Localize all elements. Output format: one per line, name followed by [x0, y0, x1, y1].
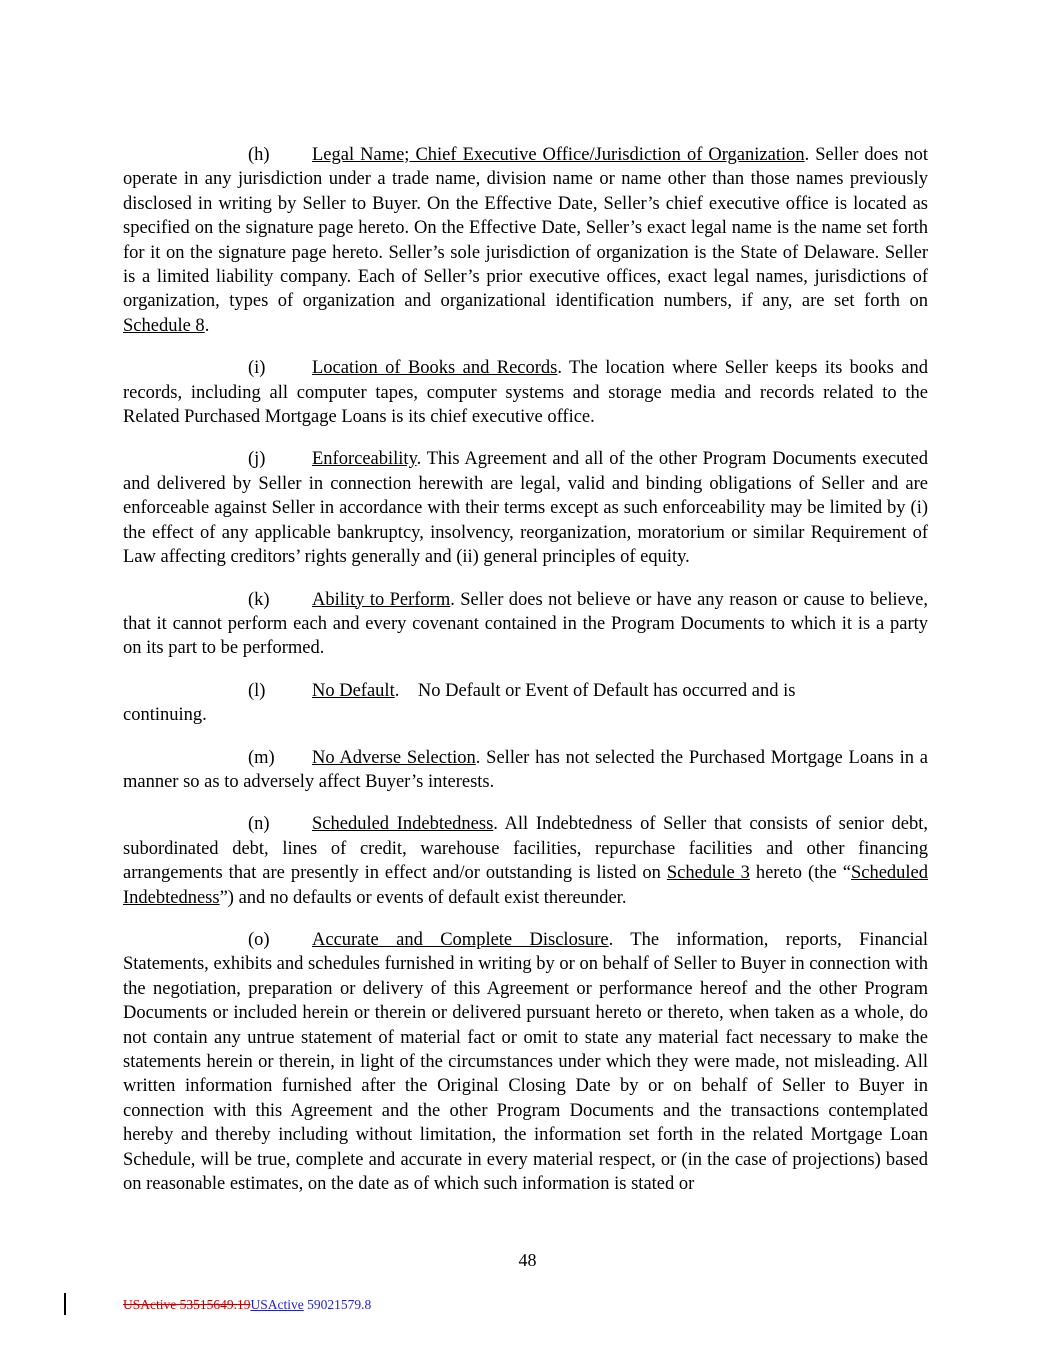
paragraph — [123, 447, 928, 569]
underlined-reference: Scheduled Indebtedness — [123, 863, 928, 908]
paragraph-label: (m) — [248, 747, 275, 768]
paragraph — [123, 746, 928, 795]
paragraph-heading: No Adverse Selection — [312, 747, 476, 768]
body-text: . — [204, 315, 210, 336]
paragraph-heading: Ability to Perform — [312, 589, 451, 610]
footer-plain-text: 59021579.8 — [303, 1297, 372, 1312]
paragraph — [123, 588, 928, 661]
underlined-reference: Schedule 8 — [123, 315, 205, 336]
paragraph-heading: Scheduled Indebtedness — [312, 814, 494, 835]
body-text: . The information, reports, Financial Statements, exhibits and schedules furnished in writing by or on behalf of Seller to Buyer in connection with the negotiation, preparation or delivery of this Agreement or performance hereof and the other Program Documents or included herein or therein or delivered pursuant hereto or thereto, when taken as a whole, do not contain any untrue statement of material fact or omit to state any material fact necessary to make the statements herein or therein, in light of the circumstances under which they were made, not misleading. All written information furnished after the Original Closing Date by or on behalf of Seller to Buyer in connection with this Agreement and the other Program Documents and the transactions contemplated hereby and thereby including without limitation, the information set forth in the related Mortgage Loan Schedule, will be true, complete and accurate in every material respect, or (in the case of projections) based on reasonable estimates, on the date as of which such information is stated or — [123, 929, 928, 1195]
body-text: . No Default or Event of Default has occurred and is — [394, 680, 796, 701]
body-text: . All Indebtedness of Seller that consists of senior debt, subordinated debt, lines of credit, warehouse facilities, repurchase facilities and other financing arrangements that are presently in effect and/or outstanding is listed on — [123, 814, 928, 884]
page-number: 48 — [518, 1250, 537, 1270]
paragraph-heading: No Default — [312, 680, 395, 701]
paragraph-label: (o) — [248, 929, 270, 950]
paragraph-heading: Legal Name; Chief Executive Office/Jurisdiction of Organization — [312, 145, 805, 165]
footer — [123, 1297, 371, 1313]
document-body — [123, 143, 928, 1196]
body-text: . Seller does not operate in any jurisdiction under a trade name, division name or name other than those names previously disclosed in writing by Seller to Buyer. On the Effective Date, Seller’s chief executive office is located as specified on the signature page hereto. On the Effective Date, Seller’s exact legal name is the name set forth for it on the signature page hereto. Seller’s sole jurisdiction of organization is the State of Delaware. Seller is a limited liability company. Each of Seller’s prior executive offices, exact legal names, jurisdictions of organization, types of organization and organizational identification numbers, if any, are set forth on — [123, 145, 928, 312]
paragraph-label: (k) — [248, 589, 270, 610]
body-text: . The location where Seller keeps its books and records, including all computer tapes, computer systems and storage media and records related to the Related Purchased Mortgage Loans is its chief executive office. — [123, 358, 928, 428]
paragraph — [123, 356, 928, 429]
body-text: continuing. — [123, 705, 207, 726]
paragraph — [123, 812, 928, 910]
paragraph-label: (i) — [248, 358, 266, 379]
footer-inserted-text: USActive — [250, 1297, 304, 1312]
paragraph-label: (h) — [248, 145, 270, 165]
paragraph-heading: Accurate and Complete Disclosure — [312, 929, 609, 950]
paragraph-label: (l) — [248, 680, 266, 701]
body-text: . This Agreement and all of the other Program Documents executed and delivered by Seller in connection herewith are legal, valid and binding obligations of Seller and are enforceable against Seller in accordance with their terms except as such enforceability may be limited by (i) the effect of any applicable bankruptcy, insolvency, reorganization, moratorium or similar Requirement of Law affecting creditors’ rights generally and (ii) general principles of equity. — [123, 449, 928, 568]
paragraph-heading: Location of Books and Records — [312, 358, 558, 379]
body-text: . Seller has not selected the Purchased Mortgage Loans in a manner so as to adversely affect Buyer’s interests. — [123, 747, 928, 792]
body-text: . Seller does not believe or have any reason or cause to believe, that it cannot perform each and every covenant contained in the Program Documents to which it is a party on its part to be performed. — [123, 589, 928, 659]
change-bar — [64, 1293, 66, 1315]
paragraph — [123, 928, 928, 1196]
paragraph — [123, 143, 928, 338]
body-text: ”) and no defaults or events of default exist thereunder. — [219, 887, 627, 908]
paragraph-heading: Enforceability — [312, 449, 417, 470]
body-text: hereto (the “ — [749, 863, 851, 884]
footer-deleted-text: USActive 53515649.19 — [123, 1297, 251, 1312]
paragraph-label: (n) — [248, 814, 270, 835]
paragraph — [123, 679, 928, 728]
paragraph-label: (j) — [248, 449, 266, 470]
underlined-reference: Schedule 3 — [666, 863, 750, 884]
